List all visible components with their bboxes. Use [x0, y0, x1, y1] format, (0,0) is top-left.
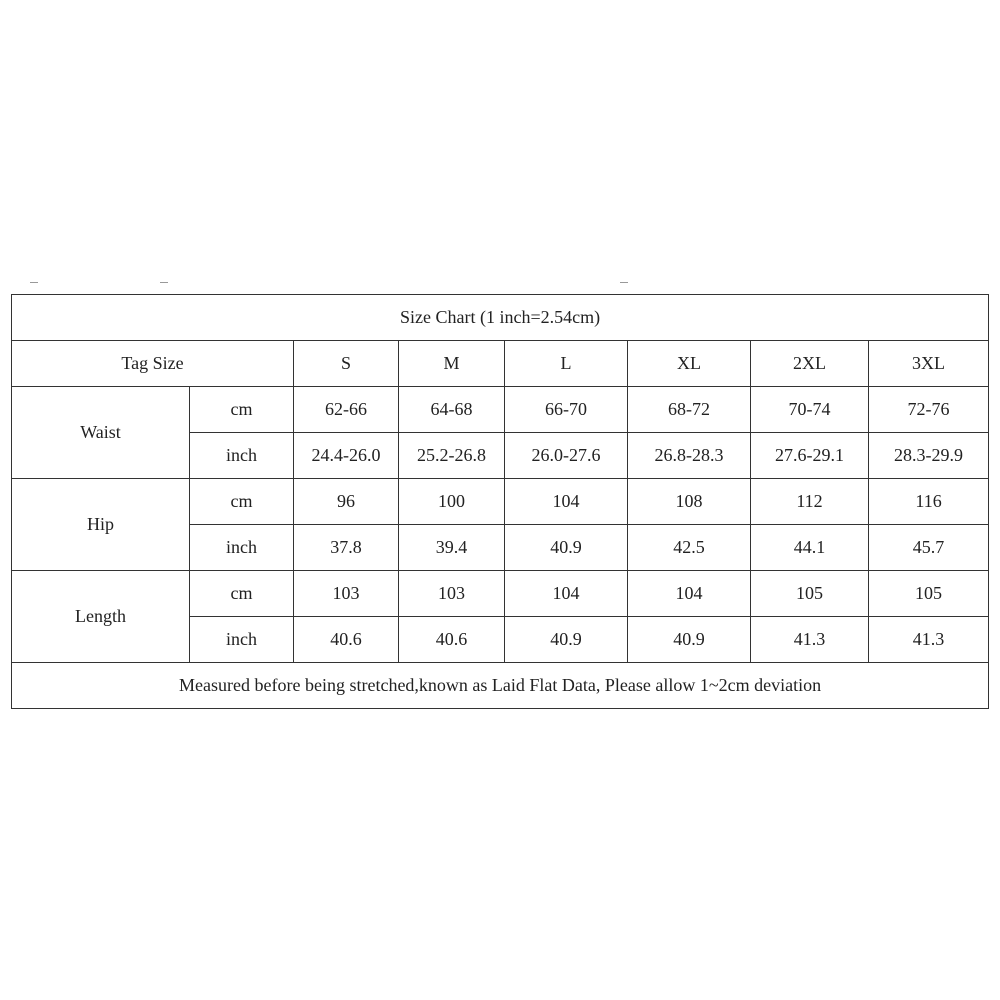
- table-cell: 70-74: [751, 387, 869, 433]
- table-cell: 41.3: [869, 617, 989, 663]
- table-cell: 104: [505, 479, 628, 525]
- size-header: 3XL: [869, 341, 989, 387]
- table-cell: 24.4-26.0: [294, 433, 399, 479]
- table-cell: 39.4: [399, 525, 505, 571]
- table-cell: 104: [628, 571, 751, 617]
- table-cell: 108: [628, 479, 751, 525]
- table-cell: 40.6: [294, 617, 399, 663]
- table-cell: 40.9: [505, 617, 628, 663]
- size-header: XL: [628, 341, 751, 387]
- table-title: Size Chart (1 inch=2.54cm): [12, 295, 989, 341]
- table-cell: 112: [751, 479, 869, 525]
- table-cell: 26.8-28.3: [628, 433, 751, 479]
- table-cell: 66-70: [505, 387, 628, 433]
- table-cell: 100: [399, 479, 505, 525]
- measure-label-hip: Hip: [12, 479, 190, 571]
- table-cell: 25.2-26.8: [399, 433, 505, 479]
- table-row: [12, 571, 989, 617]
- table-cell: 45.7: [869, 525, 989, 571]
- table-row: [12, 479, 989, 525]
- table-cell: 40.6: [399, 617, 505, 663]
- table-cell: 42.5: [628, 525, 751, 571]
- table-cell: 96: [294, 479, 399, 525]
- header-row: [12, 341, 989, 387]
- table-cell: 44.1: [751, 525, 869, 571]
- table-cell: 104: [505, 571, 628, 617]
- table-cell: 72-76: [869, 387, 989, 433]
- table-cell: 103: [294, 571, 399, 617]
- unit-label: inch: [190, 617, 294, 663]
- table-cell: 26.0-27.6: [505, 433, 628, 479]
- measure-label-length: Length: [12, 571, 190, 663]
- size-header: 2XL: [751, 341, 869, 387]
- table-cell: 28.3-29.9: [869, 433, 989, 479]
- table-cell: 105: [869, 571, 989, 617]
- unit-label: inch: [190, 433, 294, 479]
- unit-label: inch: [190, 525, 294, 571]
- table-cell: 27.6-29.1: [751, 433, 869, 479]
- table-cell: 41.3: [751, 617, 869, 663]
- table-cell: 40.9: [505, 525, 628, 571]
- table-cell: 62-66: [294, 387, 399, 433]
- unit-label: cm: [190, 387, 294, 433]
- table-cell: 40.9: [628, 617, 751, 663]
- size-header: S: [294, 341, 399, 387]
- measure-label-waist: Waist: [12, 387, 190, 479]
- table-row: [12, 387, 989, 433]
- unit-label: cm: [190, 479, 294, 525]
- table-cell: 37.8: [294, 525, 399, 571]
- cropped-text-fragment: [30, 276, 650, 290]
- size-header: M: [399, 341, 505, 387]
- size-chart-table: [11, 294, 989, 709]
- table-cell: 116: [869, 479, 989, 525]
- table-footnote: Measured before being stretched,known as Laid Flat Data, Please allow 1~2cm deviation: [12, 663, 989, 709]
- size-header: L: [505, 341, 628, 387]
- table-cell: 103: [399, 571, 505, 617]
- table-cell: 64-68: [399, 387, 505, 433]
- tag-size-header: Tag Size: [12, 341, 294, 387]
- table-cell: 105: [751, 571, 869, 617]
- unit-label: cm: [190, 571, 294, 617]
- table-cell: 68-72: [628, 387, 751, 433]
